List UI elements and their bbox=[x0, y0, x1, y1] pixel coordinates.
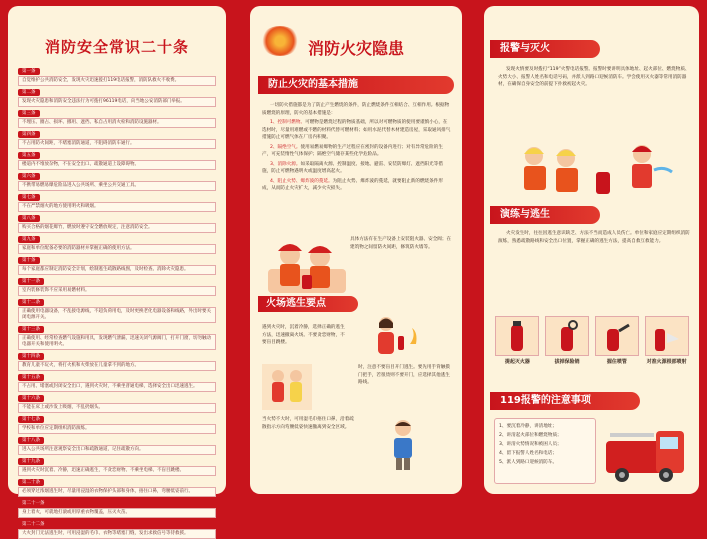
prevention-text bbox=[262, 102, 452, 195]
rule-item bbox=[18, 173, 216, 191]
panel-alarm-drill bbox=[484, 6, 699, 494]
extinguisher-icon bbox=[495, 316, 539, 356]
rule-tag: 第十三条 bbox=[18, 326, 44, 333]
rule-tag: 第二十二条 bbox=[18, 521, 49, 528]
rule-text: 正确使用、经常检查燃气设施和用具，发现燃气泄漏，迅速关闭气源阀门，打开门窗，切勿触动电器开关和使用明火。 bbox=[18, 334, 216, 350]
rule-item bbox=[18, 194, 216, 212]
prevention-item bbox=[262, 144, 452, 159]
rule-item bbox=[18, 500, 216, 518]
rule-item bbox=[18, 152, 216, 170]
escape-text-1: 遇到火灾时，沉着冷静，选择正确的逃生方法，迅速撤离火场。不要贪恋财物，不要盲目跳楼。 bbox=[262, 325, 345, 345]
rules-list bbox=[18, 68, 216, 536]
step-label: 拔掉保险销 bbox=[554, 359, 580, 365]
rule-item bbox=[18, 89, 216, 107]
item-body: 可燃物是燃烧过程的物质基础，所以对可燃物质的使用要谨慎小心，在选材时，尽量用难燃或不燃的材料代替可燃材料；如用水泥代替木材建造房屋，采取通风排气措施防止可燃气体在厂房内积聚。 bbox=[262, 120, 451, 140]
rule-tag: 第九条 bbox=[18, 236, 40, 243]
drill-text bbox=[498, 230, 690, 245]
item-heading: 1、控制可燃物。 bbox=[270, 120, 306, 125]
rule-item bbox=[18, 521, 216, 539]
rule-text: 不埋压、圈占、损坏、挪用、遮挡、私自占用消火栓和消防设施器材。 bbox=[18, 118, 216, 128]
rule-text: 不在严禁烟火的地方使用明火和吸烟。 bbox=[18, 202, 216, 212]
rule-text: 发现火灾隐患和消防安全违法行为可拨打96119电话，向当地公安消防部门举报。 bbox=[18, 97, 216, 107]
section-banner-prevention: 防止火灾的基本措施 bbox=[258, 76, 454, 94]
rule-item bbox=[18, 479, 216, 497]
rule-item bbox=[18, 110, 216, 128]
firefighters-illustration bbox=[268, 231, 346, 293]
spray-icon bbox=[645, 316, 689, 356]
rule-item bbox=[18, 437, 216, 455]
note-item: 1、要沉着冷静，讲清地址； bbox=[499, 424, 558, 429]
notes-box bbox=[494, 418, 596, 484]
rule-tag: 第二十条 bbox=[18, 479, 44, 486]
step-item bbox=[594, 316, 641, 372]
step-item bbox=[544, 316, 591, 372]
prevention-item bbox=[262, 119, 452, 142]
couple-illustration bbox=[262, 364, 312, 410]
note-item: 5、派人到路口迎候消防车。 bbox=[499, 460, 558, 465]
rule-text: 遇到火灾时沉着、冷静，迅速正确逃生，不贪恋财物、不乘坐电梯、不盲目跳楼。 bbox=[18, 466, 216, 476]
rule-text: 大火封门无法逃生时，可用浸湿的毛巾、衣物等堵塞门缝，发出求救信号等待救援。 bbox=[18, 529, 216, 539]
section-banner-escape: 火场逃生要点 bbox=[258, 296, 358, 312]
rule-tag: 第五条 bbox=[18, 152, 40, 159]
panel2-title: 消防火灾隐患 bbox=[307, 39, 404, 58]
rule-text: 必须穿过浓烟逃生时，尽量用浸湿的衣物保护头部和身体，捂住口鼻，弯腰低姿前行。 bbox=[18, 487, 216, 497]
item-heading: 2、隔绝空气。 bbox=[270, 144, 301, 150]
drill-paragraph: 火灾发生时，往往因逃生意识缺乏、方法不当而造成人员伤亡。单位和家庭应定期组织消防演练，熟悉疏散路线和安全出口位置，掌握正确的逃生方法，提高自救互救能力。 bbox=[498, 231, 690, 244]
rule-text: 每个家庭都应制定消防安全计划，绘制逃生疏散路线图，及时检查、消除火灾隐患。 bbox=[18, 265, 216, 275]
panel-safety-rules bbox=[8, 6, 226, 536]
rule-item bbox=[18, 257, 216, 275]
rule-tag: 第四条 bbox=[18, 131, 40, 138]
rule-text: 楼道内不堆放杂物，不在安全出口、疏散通道上设障碍物。 bbox=[18, 160, 216, 170]
prevention-item bbox=[262, 178, 452, 193]
rule-text: 不占用、堵塞或封闭安全出口，遇到火灾时，不乘坐普通电梯，选择安全出口迅速逃生。 bbox=[18, 382, 216, 392]
rule-item bbox=[18, 278, 216, 296]
section-banner-119: 119报警的注意事项 bbox=[490, 392, 640, 410]
panel-fire-hazards bbox=[250, 6, 462, 494]
rule-item bbox=[18, 353, 216, 371]
rule-item bbox=[18, 395, 216, 413]
rule-tag: 第十一条 bbox=[18, 278, 44, 285]
rule-tag: 第二条 bbox=[18, 89, 40, 96]
rule-tag: 第六条 bbox=[18, 173, 40, 180]
rule-text: 家庭和单位配备必要的消防器材并掌握正确的使用方法。 bbox=[18, 244, 216, 254]
rule-tag: 第十二条 bbox=[18, 299, 44, 306]
rule-text: 不能在床上或沙发上吸烟，不乱扔烟头。 bbox=[18, 403, 216, 413]
rule-text: 正确使用电器设备，不乱接电源线，不超负荷用电，及时更换老化电器设备和线路，外出时要关闭电源开关。 bbox=[18, 307, 216, 323]
section-banner-alarm: 报警与灭火 bbox=[490, 40, 600, 58]
firefighters-hose-illustration bbox=[504, 138, 674, 200]
step-label: 握住喷管 bbox=[606, 359, 627, 365]
item-body: 如采取隔离火源、控制温度、接地、避雷、安装防爆灯、遮挡阳光等措施，防止可燃物遇明火或温度增高起火。 bbox=[262, 161, 443, 174]
rule-tag: 第十七条 bbox=[18, 416, 44, 423]
prevention-item bbox=[262, 161, 452, 176]
rule-text: 学校和单位应定期组织消防演练。 bbox=[18, 424, 216, 434]
note-item: 2、讲清起火部位和燃烧物质； bbox=[499, 433, 562, 438]
rule-tag: 第十条 bbox=[18, 257, 40, 264]
rule-text: 购买合格的烟花爆竹，燃放时遵守安全燃放规定，注意消防安全。 bbox=[18, 223, 216, 233]
note-item: 4、留下报警人姓名和电话； bbox=[499, 451, 558, 456]
escape-text-3: 当火势不大时，可用湿毛巾捂住口鼻，沿着疏散指示方向弯腰低姿快速撤离到安全区域。 bbox=[262, 417, 354, 430]
rule-tag: 第十八条 bbox=[18, 437, 44, 444]
fire-truck-illustration bbox=[602, 421, 692, 485]
note-item: 3、讲清火势情况和被困人员； bbox=[499, 442, 562, 447]
rule-text: 室内装修装饰不应采用易燃材料。 bbox=[18, 286, 216, 296]
rule-item bbox=[18, 215, 216, 233]
section-banner-drill: 演练与逃生 bbox=[490, 206, 600, 224]
prevention-side-text: 具体方法有在生产设备上安装阻火器、安全阀；在建筑物之间留防火间距，修筑防火墙等。 bbox=[350, 237, 452, 250]
rule-item bbox=[18, 326, 216, 350]
item-body: 为阻止火势、爆炸波的蔓延，就要阻止新的燃烧条件形成，从而防止火灾扩大，减少火灾损失。 bbox=[262, 178, 443, 191]
woman-extinguisher-illustration bbox=[360, 314, 420, 362]
alarm-paragraph: 发现火情要及时拨打“119”火警电话报警。报警时要讲明具体地址、起火部位、燃烧物质、火势大小、报警人姓名和电话号码，并派人到路口迎候消防车。学会使用灭火器等常用消防器材，在确保自身安全的前提下扑救初起火灾。 bbox=[498, 67, 690, 87]
rule-tag: 第七条 bbox=[18, 194, 40, 201]
boy-escape-illustration bbox=[380, 416, 426, 472]
panel1-title: 消防安全常识二十条 bbox=[8, 36, 226, 57]
item-heading: 3、消除火源。 bbox=[270, 161, 301, 167]
rule-text: 自觉维护公共消防安全，发现火灾迅速拨打119电话报警，消防队救火不收费。 bbox=[18, 76, 216, 86]
step-label: 提起灭火器 bbox=[504, 359, 530, 365]
step-label: 对准火源根部喷射 bbox=[646, 359, 687, 365]
escape-text-2: 时，注意不要盲目开门逃生。要先用手背触摸门把手，若很烫则不要开门，应选择其他逃生路线。 bbox=[358, 365, 450, 385]
rule-item bbox=[18, 131, 216, 149]
nozzle-icon bbox=[595, 316, 639, 356]
item-body: 使用易燃易爆物的生产过程应在密封的设备内进行；对有异常危险的生产，可充装惰性气体保护；隔绝空气储存某些化学危险品。 bbox=[262, 144, 443, 157]
rule-item bbox=[18, 416, 216, 434]
step-item bbox=[643, 316, 690, 372]
rule-text: 进入公共场所注意观察安全出口和疏散通道，记住疏散方向。 bbox=[18, 445, 216, 455]
extinguisher-steps bbox=[494, 316, 690, 372]
rule-item bbox=[18, 374, 216, 392]
rule-text: 不携带易燃易爆危险品进入公共场所、乘坐公共交通工具。 bbox=[18, 181, 216, 191]
rule-text: 不占用防火间距，不堵塞消防通道，不阻碍消防车通行。 bbox=[18, 139, 216, 149]
rule-item bbox=[18, 299, 216, 323]
step-item bbox=[494, 316, 541, 372]
rule-text: 身上着火，可就地打滚或用厚重衣物覆盖，压灭火苗。 bbox=[18, 508, 216, 518]
prevention-intro: 一切防火措施都是为了防止产生燃烧的条件，防止燃烧条件互相结合、互相作用。根据物质燃烧的原理，防火的基本措施是： bbox=[262, 103, 450, 116]
rule-item bbox=[18, 458, 216, 476]
rule-text: 教育儿童不玩火，将打火机和火柴放在儿童拿不到的地方。 bbox=[18, 361, 216, 371]
rule-tag: 第三条 bbox=[18, 110, 40, 117]
rule-item bbox=[18, 68, 216, 86]
rule-tag: 第一条 bbox=[18, 68, 40, 75]
rule-tag: 第十六条 bbox=[18, 395, 44, 402]
rule-item bbox=[18, 236, 216, 254]
item-heading: 4、阻止火势、爆炸波的蔓延。 bbox=[270, 178, 333, 184]
pin-icon bbox=[545, 316, 589, 356]
rule-tag: 第二十一条 bbox=[18, 500, 49, 507]
rule-tag: 第十九条 bbox=[18, 458, 44, 465]
rule-tag: 第十五条 bbox=[18, 374, 44, 381]
rule-tag: 第十四条 bbox=[18, 353, 44, 360]
alarm-text bbox=[498, 66, 690, 89]
rule-tag: 第八条 bbox=[18, 215, 40, 222]
